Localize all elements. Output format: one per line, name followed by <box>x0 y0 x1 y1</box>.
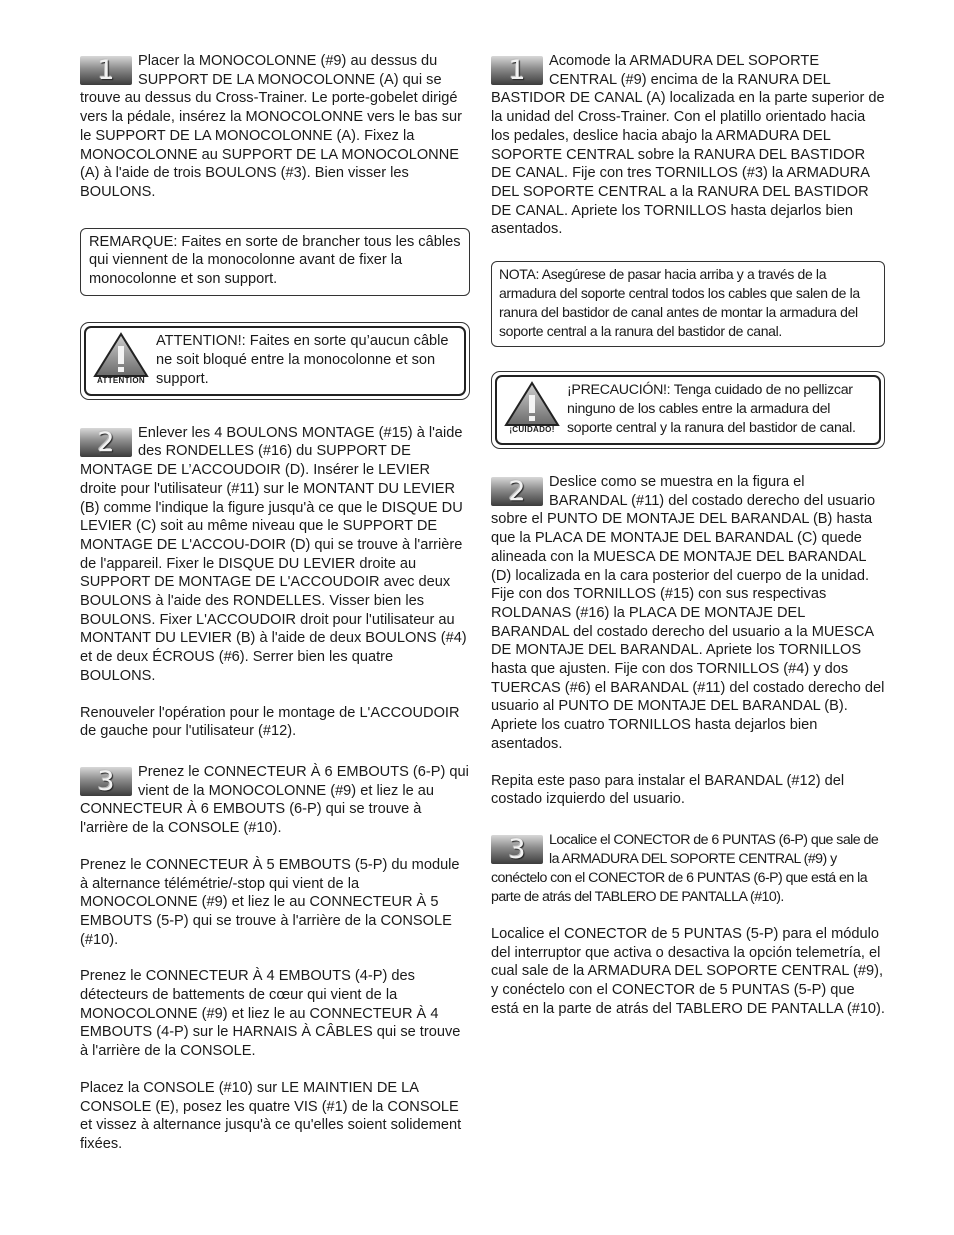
step-text-continued: Placez la CONSOLE (#10) sur LE MAINTIEN DE LA CONSOLE (E), posez les quatre VIS (#1) de la CONSOLE et vissez à alternance jusqu'à ce qu'elles soient solidement fixées. <box>80 1079 462 1152</box>
step-text-continued: Prenez le CONNECTEUR À 5 EMBOUTS (5-P) du module à alternance télémétrie/-stop qui vient de la MONOCOLONNE (#9) et liez le au CONNECTEUR À 5 EMBOUTS (5-P) qui se trouve à l'arrière de la CONSOLE (#10). <box>80 856 460 948</box>
caution-text: ¡PRECAUCIÓN!: Tenga cuidado de no pellizcar ninguno de los cables entre la armadura del soporte central y la ranura del bastidor de canal. <box>567 382 856 437</box>
right-step-3 <box>491 831 885 1019</box>
left-remark-box <box>80 228 470 296</box>
step-text: Enlever les 4 BOULONS MONTAGE (#15) à l'aide des RONDELLES (#16) du SUPPORT DE MONTAGE DE L’ACCOUDOIR (D). Insérer le LEVIER droite pour l'utilisateur (#11) sur le MONTANT DU LEVIER (B) comme l'indique la figure jusqu'à ce que le DISQUE DU LEVIER (C) soit au même niveau que le SUPPORT DE MONTAGE DE L'ACCOU-DOIR (D) qui se trouve à l'arrière de l'appareil. Fixer le DISQUE DU LEVIER droite au SUPPORT DE MONTAGE DE L'ACCOUDOIR avec deux BOULONS à l'aide des RONDELLES. Visser bien les BOULONS. Fixer L'ACCOUDOIR droit pour l'utilisateur au MONTANT DU LEVIER (B) à l'aide de deux BOULONS (#4) et de deux ÉCROUS (#6). Serrer bien les quatre BOULONS. <box>80 424 467 684</box>
warning-triangle-icon <box>90 332 152 385</box>
step-text: Deslice como se muestra en la figura el BARANDAL (#11) del costado derecho del usuario sobre el PUNTO DE MONTAJE DEL BARANDAL (B) hasta que la PLACA DE MONTAJE DEL BARANDAL (C) quede alineada con la MUESCA DE MONTAJE DEL BARANDAL (D) localizada en la cara posterior del cuerpo de la unidad. Fije con dos TORNILLOS (#15) con sus respectivas ROLDANAS (#16) la PLACA DE MONTAJE DEL BARANDAL del costado derecho del usuario a la MUESCA DE MONTAJE DEL BARANDAL. Apriete los TORNILLOS hasta que ajusten. Fije con dos TORNILLOS (#4) y dos TUERCAS (#6) el BARANDAL (#11) del costado derecho del usuario al PUNTO DE MONTAJE DEL BARANDAL (B). Apriete los cuatro TORNILLOS hasta dejarlos bien asentados. <box>491 474 885 752</box>
step-number-badge: 1 <box>491 56 543 85</box>
step-text: Localice el CONECTOR de 6 PUNTAS (6-P) que sale de la ARMADURA DEL SOPORTE CENTRAL (#9) y conéctelo con el CONECTOR de 6 PUNTAS (6-P) que está en la parte de atrás del TABLERO DE PANTALLA (#10). <box>491 831 879 905</box>
step-text-continued: Renouveler l'opération pour le montage de L'ACCOUDOIR de gauche pour l'utilisateur (#12). <box>80 704 460 740</box>
step-number-badge: 1 <box>80 56 132 85</box>
right-caution-box <box>491 371 885 449</box>
right-step-2 <box>491 473 885 809</box>
step-text-continued: Prenez le CONNECTEUR À 4 EMBOUTS (4-P) des détecteurs de battements de cœur qui vient de la MONOCOLONNE (#9) et liez le au CONNECTEUR À 4 EMBOUTS (4-P) sur le HARNAIS À CÂBLES qui se trouve à l'arrière de la CONSOLE. <box>80 968 461 1060</box>
right-column-spanish <box>491 52 885 1019</box>
caution-label: ATTENTION <box>97 375 145 385</box>
left-step-1 <box>80 52 470 202</box>
warning-triangle-icon <box>501 381 563 434</box>
right-note-box <box>491 261 885 347</box>
caution-label: ¡CUIDADO! <box>509 425 555 435</box>
step-text: Acomode la ARMADURA DEL SOPORTE CENTRAL (#9) encima de la RANURA DEL BASTIDOR DE CANAL (A) localizada en la parte superior de la unidad del Cross-Trainer. Con el platillo orientado hacia los pedales, deslice hacia abajo la ARMADURA DEL SOPORTE CENTRAL sobre la RANURA DEL BASTIDOR DE CANAL. Fije con tres TORNILLOS (#3) la ARMADURA DEL SOPORTE CENTRAL a la RANURA DEL BASTIDOR DE CANAL. Apriete los TORNILLOS hasta dejarlos bien asentados. <box>491 53 885 238</box>
step-text-continued: Localice el CONECTOR de 5 PUNTAS (5-P) para el módulo del interruptor que activa o desactiva la opción telemetría, el cual sale de la ARMADURA DEL SOPORTE CENTRAL (#9), y conéctelo con el CONECTOR de 5 PUNTAS (5-P) que está en la parte de atrás del TABLERO DE PANTALLA (#10). <box>491 925 885 1017</box>
step-number-badge: 3 <box>491 835 543 864</box>
step-text-continued: Repita este paso para instalar el BARANDAL (#12) del costado izquierdo del usuario. <box>491 772 845 808</box>
left-caution-box <box>80 322 470 400</box>
step-number-badge: 2 <box>491 477 543 506</box>
step-number-badge: 3 <box>80 767 132 796</box>
left-column-french <box>80 52 470 1154</box>
left-step-3 <box>80 763 470 1154</box>
step-text: Prenez le CONNECTEUR À 6 EMBOUTS (6-P) qui vient de la MONOCOLONNE (#9) et liez le au CONNECTEUR À 6 EMBOUTS (6-P) qui se trouve à l'arrière de la CONSOLE (#10). <box>80 763 469 837</box>
note-text: NOTA: Asegúrese de pasar hacia arriba y a través de la armadura del soporte central todos los cables que salen de la ranura del bastidor de canal antes de montar la armadura del soporte central a la ranura del bastidor de canal. <box>499 266 860 340</box>
remark-text: REMARQUE: Faites en sorte de brancher tous les câbles qui viennent de la monocolonne avant de fixer la monocolonne et son support. <box>89 233 461 288</box>
right-step-1 <box>491 52 885 239</box>
step-text: Placer la MONOCOLONNE (#9) au dessus du SUPPORT DE LA MONOCOLONNE (A) qui se trouve au dessus du Cross-Trainer. Le porte-gobelet dirigé vers la pédale, insérez la MONOCOLONNE vers le bas sur le SUPPORT DE LA MONOCOLONNE (A). Fixez la MONOCOLONNE au SUPPORT DE LA MONOCOLONNE (A) à l'aide de trois BOULONS (#3). Bien visser les BOULONS. <box>80 53 463 200</box>
caution-text: ATTENTION!: Faites en sorte qu’aucun câble ne soit bloqué entre la monocolonne et son support. <box>156 332 449 387</box>
step-number-badge: 2 <box>80 428 132 457</box>
left-step-2 <box>80 424 470 741</box>
